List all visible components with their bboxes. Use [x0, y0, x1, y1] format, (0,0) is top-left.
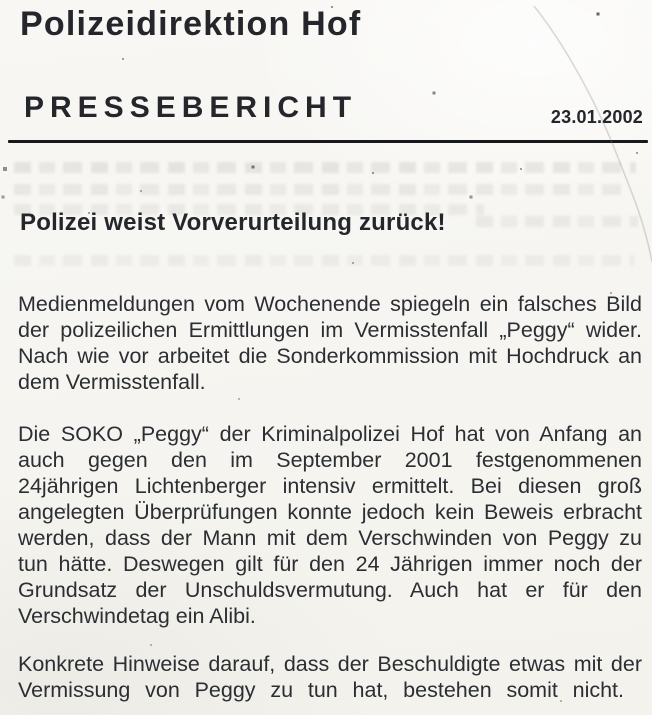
text-line: dem Vermisstenfall. [18, 370, 206, 394]
text-line: Die SOKO „Peggy“ der Kriminalpolizei Hof hat von Anfang an [18, 422, 642, 446]
bleed-through-text [476, 216, 638, 227]
organization-title: Polizeidirektion Hof [20, 5, 362, 43]
bleed-through-text [14, 184, 628, 195]
bleed-through-text [14, 255, 634, 266]
text-line: auch gegen den im September 2001 festgenommenen [18, 448, 642, 472]
text-line: angelegten Überprüfungen konnte jedoch kein Beweis erbracht [18, 500, 642, 524]
headline: Polizei weist Vorverurteilung zurück! [20, 209, 446, 236]
paragraph-1 [18, 291, 642, 395]
document-date: 23.01.2002 [550, 107, 643, 127]
text-line: Nach wie vor arbeitet die Sonderkommission mit Hochdruck an [18, 344, 642, 368]
paragraph-3 [18, 651, 642, 703]
bleed-through-text [14, 162, 636, 173]
header-rule [8, 140, 648, 143]
document-type-title: PRESSEBERICHT [24, 91, 358, 124]
scan-noise-specks [0, 0, 2, 2]
text-line: Medienmeldungen vom Wochenende spiegeln ein falsches Bild [18, 292, 642, 316]
text-line: 24jährigen Lichtenberger intensiv ermittelt. Bei diesen groß [18, 474, 642, 498]
text-line: Konkrete Hinweise darauf, dass der Beschuldigte etwas mit der [18, 652, 642, 676]
paragraph-2 [18, 421, 642, 629]
text-line: Vermissung von Peggy zu tun hat, bestehen somit nicht. [18, 678, 624, 702]
text-line: tun hätte. Deswegen gilt für den 24 Jährigen immer noch der [18, 552, 642, 576]
text-line: werden, dass der Mann mit dem Verschwinden von Peggy zu [18, 526, 642, 550]
text-line: Grundsatz der Unschuldsvermutung. Auch hat er für den [18, 578, 642, 602]
text-line: der polizeilichen Ermittlungen im Vermisstenfall „Peggy“ wider. [18, 318, 642, 342]
text-line: Verschwindetag ein Alibi. [18, 604, 256, 628]
